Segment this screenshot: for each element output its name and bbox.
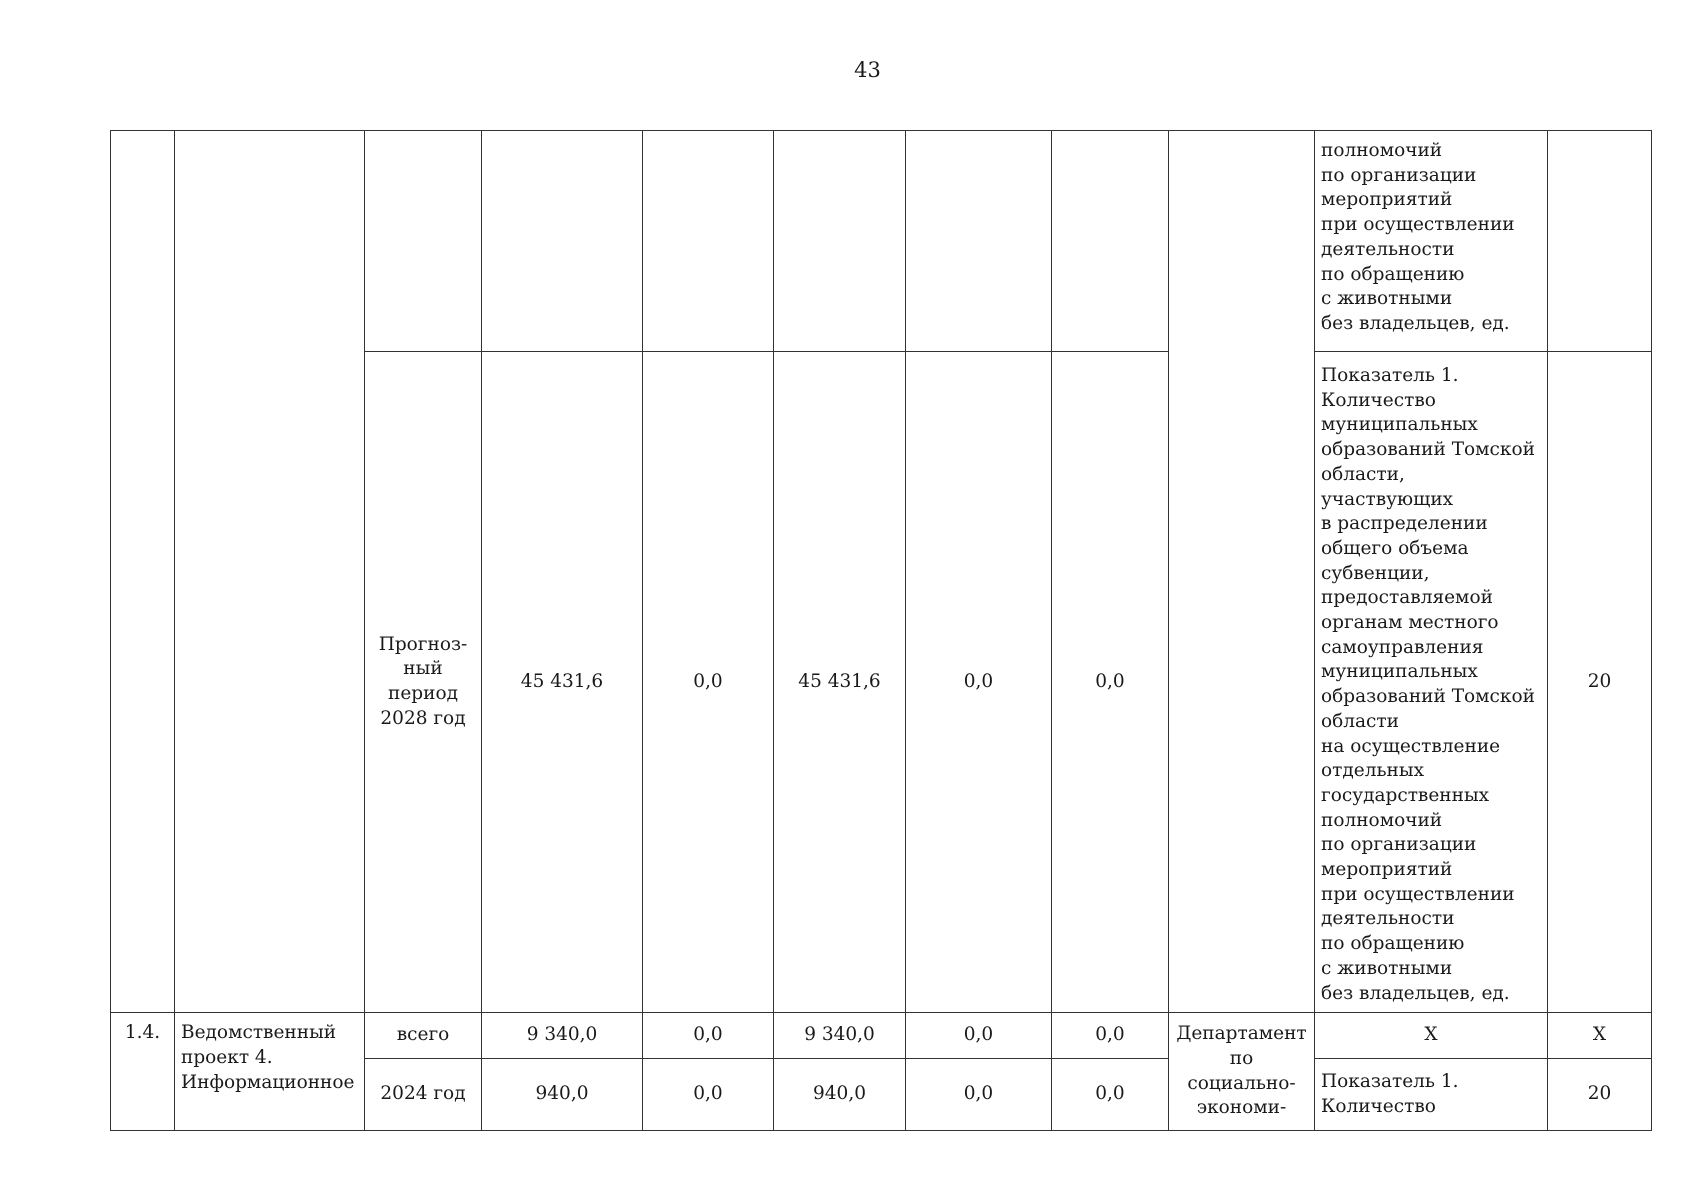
item-number: 1.4. — [111, 1013, 175, 1131]
executor-cell — [1169, 131, 1315, 1013]
program-table — [110, 130, 1652, 1131]
value-total: 9 340,0 — [482, 1013, 643, 1059]
period-label: 2024 год — [365, 1059, 482, 1131]
indicator-text: полномочий по организации мероприятий при осуществлении деятельности по обращению с животными без владельцев, ед. — [1315, 131, 1548, 352]
executor: Департамент по социально- экономи- — [1169, 1013, 1315, 1131]
value-cell-total — [482, 131, 643, 352]
value-federal: 0,0 — [643, 352, 774, 1013]
item-1-4-total-row — [111, 1013, 1652, 1059]
value-local: 0,0 — [906, 352, 1052, 1013]
period-label: Прогноз- ный период 2028 год — [365, 352, 482, 1013]
value-total: 940,0 — [482, 1059, 643, 1131]
item-name: Ведомственный проект 4. Информационное — [175, 1013, 365, 1131]
value-total: 45 431,6 — [482, 352, 643, 1013]
period-label: всего — [365, 1013, 482, 1059]
item-number-cell — [111, 131, 175, 1013]
indicator-text: Показатель 1. Количество муниципальных образований Томской области, участвующих в распределении общего объема субвенции, предоставляемой органам местного самоуправления муниципальных образований Томской области на осуществление отдельных государственных полномочий по организации мероприятий при осуществлении деятельности по обращению с животными без владельцев, ед. — [1315, 352, 1548, 1013]
value-local: 0,0 — [906, 1059, 1052, 1131]
item-name-cell — [175, 131, 365, 1013]
period-cell — [365, 131, 482, 352]
indicator-text: Показатель 1. Количество — [1315, 1059, 1548, 1131]
continuation-row — [111, 131, 1652, 352]
value-cell-other — [1052, 131, 1169, 352]
value-other: 0,0 — [1052, 352, 1169, 1013]
indicator-value-cell — [1548, 131, 1652, 352]
indicator-text: Х — [1315, 1013, 1548, 1059]
value-other: 0,0 — [1052, 1013, 1169, 1059]
indicator-value: 20 — [1548, 1059, 1652, 1131]
value-regional: 45 431,6 — [774, 352, 906, 1013]
value-regional: 940,0 — [774, 1059, 906, 1131]
value-cell-local — [906, 131, 1052, 352]
value-cell-federal — [643, 131, 774, 352]
value-other: 0,0 — [1052, 1059, 1169, 1131]
value-local: 0,0 — [906, 1013, 1052, 1059]
indicator-value: Х — [1548, 1013, 1652, 1059]
page-number: 43 — [854, 58, 881, 82]
value-federal: 0,0 — [643, 1059, 774, 1131]
value-federal: 0,0 — [643, 1013, 774, 1059]
value-cell-regional — [774, 131, 906, 352]
indicator-value: 20 — [1548, 352, 1652, 1013]
value-regional: 9 340,0 — [774, 1013, 906, 1059]
